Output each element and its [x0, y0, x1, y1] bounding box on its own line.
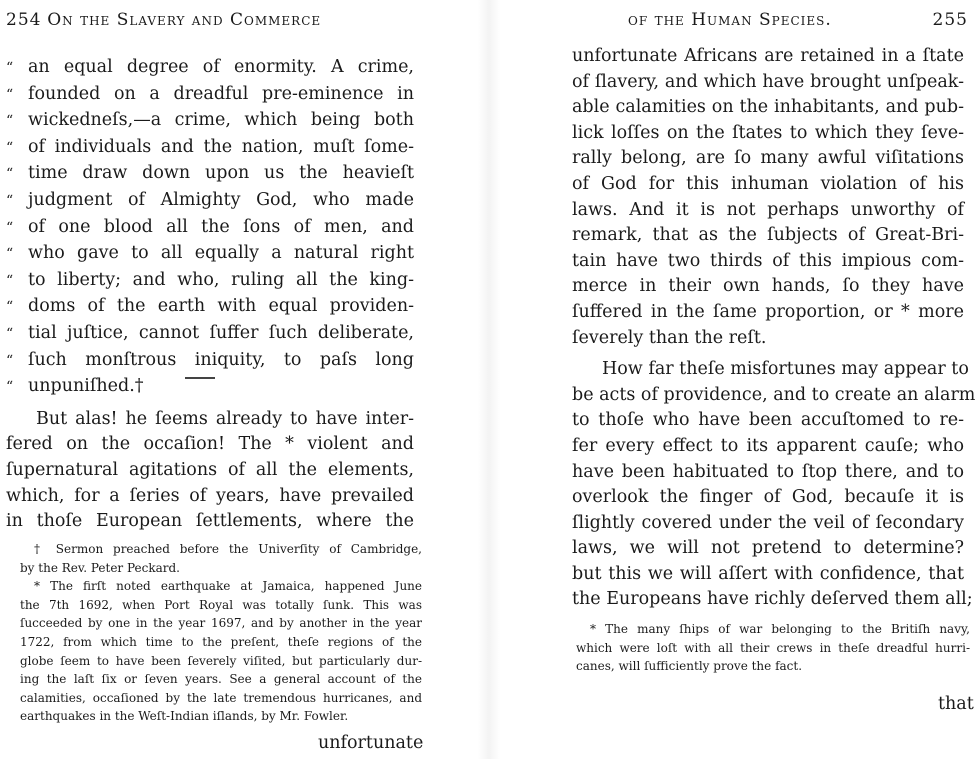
right-running-title: of the Human Species.: [628, 10, 832, 30]
para-line: ſeverely than the reſt.: [572, 327, 767, 348]
quote-line: “ unpuniſhed.†: [6, 376, 144, 397]
para-line: fered on the occaſion! The * violent and: [6, 434, 414, 455]
quote-line: “ tial juſtice, cannot ſuffer ſuch deliberate,: [6, 322, 414, 343]
left-running-head: [6, 10, 321, 30]
para-line: able calamities on the inhabitants, and pub-: [572, 97, 964, 118]
para-line: the Europeans have richly deſerved them all;: [572, 589, 973, 610]
right-footnotes: [576, 620, 970, 676]
para-line: unfortunate Africans are retained in a ſtate: [572, 46, 964, 66]
quote-line: “ of individuals and the nation, muſt ſome-: [6, 136, 414, 157]
para-line: ſlightly covered under the veil of ſecondary: [572, 512, 964, 533]
quote-line: “ who gave to all equally a natural right: [6, 243, 414, 264]
para-line: remark, that as the ſubjects of Great-Bri-: [572, 225, 964, 246]
right-page-number: 255: [932, 10, 968, 30]
quote-line: “ wickedneſs,—a crime, which being both: [6, 110, 414, 131]
para-line: overlook the finger of God, becauſe it is: [572, 487, 964, 508]
para-line: to thoſe who have been accuſtomed to re-: [572, 410, 964, 431]
para-line: fer every effect to its apparent cauſe; who: [572, 435, 964, 456]
footnote-line: * The many ſhips of war belonging to the Britiſh navy,: [590, 622, 970, 636]
para-line: which, for a ſeries of years, have prevailed: [6, 485, 414, 506]
pencil-mark: [185, 377, 215, 379]
para-line: be acts of providence, and to create an alarm: [572, 384, 976, 405]
left-catchword: unfortunate: [318, 733, 424, 753]
footnote-line: earthquakes in the Weſt-Indian iſlands, by Mr. Fowler.: [20, 709, 349, 724]
footnote-line: canes, will ſufficiently prove the fact.: [576, 659, 803, 674]
left-running-title: On the Slavery and Commerce: [47, 10, 322, 30]
quote-line: “ doms of the earth with equal providen-: [6, 296, 414, 317]
footnote-line: the 7th 1692, when Port Royal was totally ſunk. This was: [20, 597, 422, 612]
para-line: ſuffered in the ſame proportion, or * more: [572, 301, 964, 322]
para-line: laws. And it is not perhaps unworthy of: [572, 199, 964, 220]
footnote-line: 1722, from which time to the preſent, theſe regions of the: [20, 634, 422, 649]
para-line: in thoſe European ſettlements, where the: [6, 511, 414, 532]
para-line: of God for this inhuman violation of his: [572, 173, 964, 194]
para-line: tain have two thirds of this impious com-: [572, 250, 964, 271]
para-line: but this we will aſſert with confidence, that: [572, 563, 964, 584]
footnote-line: calamities, occaſioned by the late tremendous hurricanes, and: [20, 690, 422, 705]
left-page-number: 254: [6, 10, 42, 30]
left-footnotes: [20, 540, 422, 726]
right-catchword: that: [938, 694, 974, 714]
para-line: ſupernatural agitations of all the elements,: [6, 459, 414, 480]
left-page: [0, 0, 440, 759]
para-line: of ſlavery, and which have brought unſpeak-: [572, 71, 964, 92]
quote-line: “ of one blood all the ſons of men, and: [6, 216, 414, 237]
footnote-line: ſucceeded by one in the year 1697, and by another in the year: [20, 616, 422, 631]
quote-line: “ time draw down upon us the heavieſt: [6, 163, 414, 184]
right-running-head: [628, 10, 968, 30]
para-line: laws, we will not pretend to determine?: [572, 538, 964, 559]
para-line: have been habituated to ſtop there, and to: [572, 461, 964, 482]
footnote-line: which were loſt with all their crews in theſe dreadful hurri-: [576, 640, 970, 655]
para-line: How far theſe misfortunes may appear to: [602, 359, 969, 380]
quote-line: “ judgment of Almighty God, who made: [6, 189, 414, 210]
footnote-line: * The firſt noted earthquake at Jamaica, happened June: [34, 579, 422, 594]
quote-line: “ founded on a dreadful pre-eminence in: [6, 83, 414, 104]
footnote-line: globe ſeem to have been ſeverely viſited, but particularly dur-: [20, 653, 422, 668]
para-line: rally belong, are ſo many awful viſitations: [572, 148, 964, 169]
para-line: merce in their own hands, ſo they have: [572, 276, 964, 297]
book-gutter: [478, 0, 500, 759]
para-line: But alas! he ſeems already to have inter-: [36, 408, 414, 429]
footnote-line: ing the laſt ſix or ſeven years. See a general account of the: [20, 672, 422, 687]
right-body-text: [572, 44, 976, 613]
quote-line: “ an equal degree of enormity. A crime,: [6, 57, 414, 77]
quote-line: “ to liberty; and who, ruling all the king-: [6, 269, 414, 290]
footnote-line: † Sermon preached before the Univerſity of Cambridge,: [34, 542, 422, 556]
right-page: [548, 0, 980, 759]
left-body-text: [6, 55, 414, 535]
para-line: lick loſſes on the ſtates to which they ſeve-: [572, 122, 964, 143]
footnote-line: by the Rev. Peter Peckard.: [20, 560, 180, 575]
quote-line: “ ſuch monſtrous iniquity, to paſs long: [6, 349, 414, 370]
